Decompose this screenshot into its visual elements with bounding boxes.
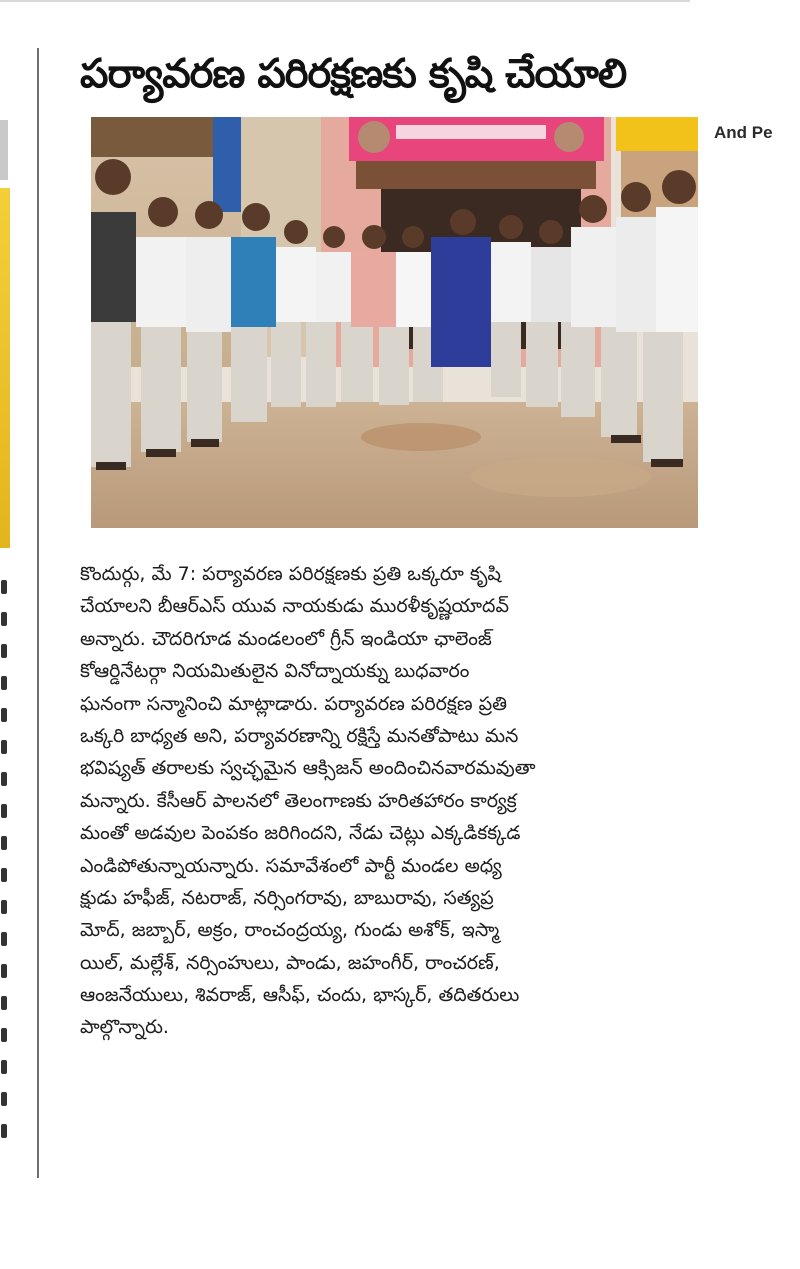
body-line: ఎండిపోతున్నాయన్నారు. సమావేశంలో పార్టీ మండల అధ్య [80, 854, 502, 877]
body-line: మన్నారు. కేసీఆర్ పాలనలో తెలంగాణకు హరితహారం కార్యక్ర [80, 789, 517, 812]
signboard-text: And Pe [714, 123, 773, 142]
body-line: చేయాలని బీఆర్ఎస్ యువ నాయకుడు మురళీకృష్ణయాదవ్ [80, 595, 509, 618]
body-line: క్షుడు హఫీజ్, నటరాజ్, నర్సింగరావు, బాబురావు, సత్యప్ర [80, 886, 494, 909]
article-body [80, 558, 700, 1044]
top-rule [0, 0, 690, 2]
article-headline: పర్యావరణ పరిరక్షణకు కృషి చేయాలి [80, 51, 627, 97]
body-line: మోద్, జబ్బార్, అక్రం, రాంచంద్రయ్య, గుండు అశోక్, ఇస్మా [80, 919, 500, 942]
body-line: ఒక్కరి బాధ్యత అని, పర్యావరణాన్ని రక్షిస్తే మనతోపాటు మన [80, 724, 519, 747]
body-line: కొందుర్గు, మే 7: పర్యావరణ పరిరక్షణకు ప్రతి ఒక్కరూ కృషి [80, 563, 501, 585]
body-line: కోఆర్డినేటర్గా నియమితులైన వినోద్నాయక్ను బుధవారం [80, 660, 470, 683]
article-photo [91, 117, 773, 528]
adjacent-column-strip [0, 60, 12, 1120]
body-line: పాల్గొన్నారు. [80, 1016, 169, 1039]
body-line: భవిష్యత్ తరాలకు స్వచ్ఛమైన ఆక్సిజన్ అందించినవారమవుతా [80, 757, 536, 780]
body-line: ఆంజనేయులు, శివరాజ్, ఆసీఫ్, చందు, భాస్కర్, తదితరులు [80, 984, 520, 1007]
body-line: అన్నారు. చౌదరిగూడ మండలంలో గ్రీన్ ఇండియా ఛాలెంజ్ [80, 627, 492, 650]
body-line: యిల్, మల్లేశ్, నర్సింహులు, పాండు, జహంగీర్, రాంచరణ్, [80, 951, 500, 974]
body-line: మంతో అడవుల పెంపకం జరిగిందని, నేడు చెట్లు ఎక్కడికక్కడ [80, 822, 521, 845]
adjacent-column-edge [0, 120, 8, 180]
adjacent-column-text-edge [0, 580, 10, 1180]
body-line: ఘనంగా సన్మానించి మాట్లాడారు. పర్యావరణ పరిరక్షణ ప్రతి [80, 692, 507, 715]
group-photo-icon [91, 117, 698, 528]
column-divider [37, 48, 39, 1178]
adjacent-column-image-edge [0, 188, 10, 548]
